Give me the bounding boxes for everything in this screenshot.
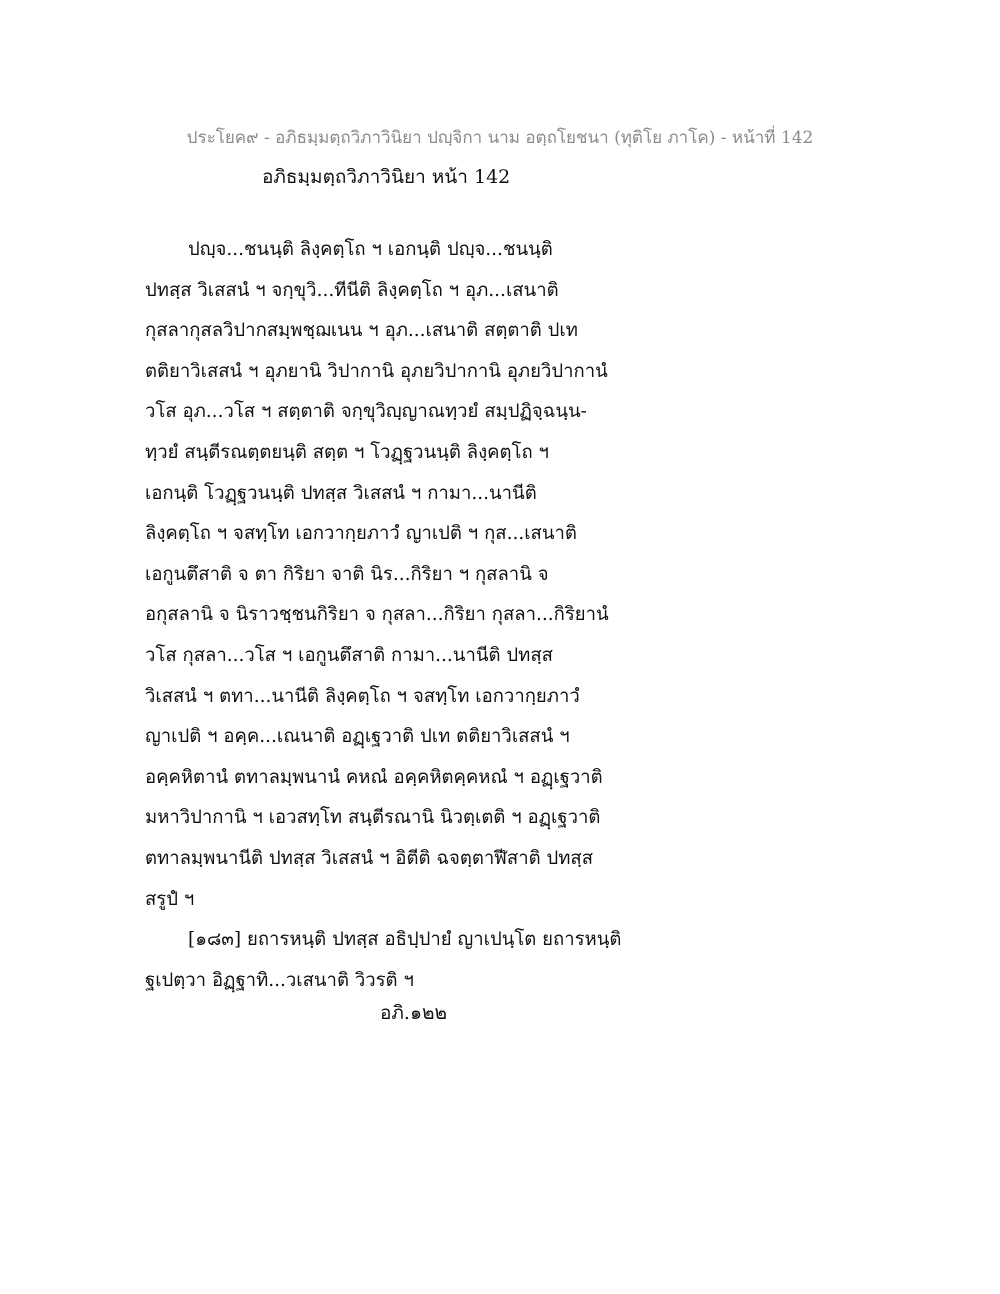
body-text	[145, 236, 665, 1007]
text-line: เอกูนตึสาติ จ ตา กิริยา จาติ นิร...กิริยา ฯ กุสลานิ จ	[145, 563, 549, 585]
text-line: ญาเปติ ฯ อคฺค...เณนาติ อฏฺเฐวาติ ปเท ตติยาวิเสสนํ ฯ	[145, 726, 570, 748]
text-line: กุสลากุสลวิปากสมฺพชฺฌเนน ฯ อุภ...เสนาติ สตฺตาติ ปเท	[145, 320, 578, 342]
text-line: วโส อุภ...วโส ฯ สตฺตาติ จกฺขุวิญฺญาณทฺวยํ สมฺปฏิจฺฉนฺน-	[145, 401, 587, 423]
text-line: ตทาลมฺพนานีติ ปทสฺส วิเสสนํ ฯ อิตีติ ฉจตฺตาฬีสาติ ปทสฺส	[145, 847, 594, 869]
text-line: ปญฺจ...ชนนฺติ ลิงฺคตฺโถ ฯ เอกนฺติ ปญฺจ...ชนนฺติ	[188, 239, 553, 260]
text-line: วโส กุสลา...วโส ฯ เอกูนตึสาติ กามา...นานีติ ปทสฺส	[145, 644, 553, 666]
text-line: ฐเปตฺวา อิฏฺฐาทิ...วเสนาติ วิวรติ ฯ	[145, 969, 414, 991]
text-line: ตติยาวิเสสนํ ฯ อุภยานิ วิปากานิ อุภยวิปากานิ อุภยวิปากานํ	[145, 360, 608, 382]
text-line: ลิงฺคตฺโถ ฯ จสทฺโท เอกวากฺยภาวํ ญาเปติ ฯ กุส...เสนาติ	[145, 523, 577, 545]
footer-reference: อภิ.๑๒๒	[380, 1002, 448, 1024]
page-heading: อภิธมฺมตฺถวิภาวินิยา หน้า 142	[262, 166, 511, 188]
text-line: สรูปํ ฯ	[145, 888, 195, 910]
text-line: วิเสสนํ ฯ ตทา...นานีติ ลิงฺคตฺโถ ฯ จสทฺโท เอกวากฺยภาวํ	[145, 685, 580, 707]
text-line: เอกนฺติ โวฏฺฐวนนฺติ ปทสฺส วิเสสนํ ฯ กามา...นานีติ	[145, 482, 537, 504]
text-line: ปทสฺส วิเสสนํ ฯ จกฺขุวิ...ทีนีติ ลิงฺคตฺโถ ฯ อุภ...เสนาติ	[145, 279, 559, 301]
paragraph-start-line: [๑๘๓] ยถารหนฺติ ปทสฺส อธิปฺปายํ ญาเปนฺโต ยถารหนฺติ	[188, 929, 622, 951]
text-line: อคฺคหิตานํ ตทาลมฺพนานํ คหณํ อคฺคหิตคฺคหณํ ฯ อฏฺเฐวาติ	[145, 766, 603, 788]
running-header: ประโยค๙ - อภิธมฺมตฺถวิภาวินิยา ปญฺจิกา นาม อตฺถโยชนา (ทุติโย ภาโค) - หน้าที่ 142	[186, 128, 814, 148]
text-line: ทฺวยํ สนฺตีรณตฺตยนฺติ สตฺต ฯ โวฏฺฐวนนฺติ ลิงฺคตฺโถ ฯ	[145, 441, 549, 463]
text-line: มหาวิปากานิ ฯ เอวสทฺโท สนฺตีรณานิ นิวตฺเตติ ฯ อฏฺเฐวาติ	[145, 807, 601, 829]
text-line: อกุสลานิ จ นิราวชฺชนกิริยา จ กุสลา...กิริยา กุสลา...กิริยานํ	[145, 604, 609, 626]
